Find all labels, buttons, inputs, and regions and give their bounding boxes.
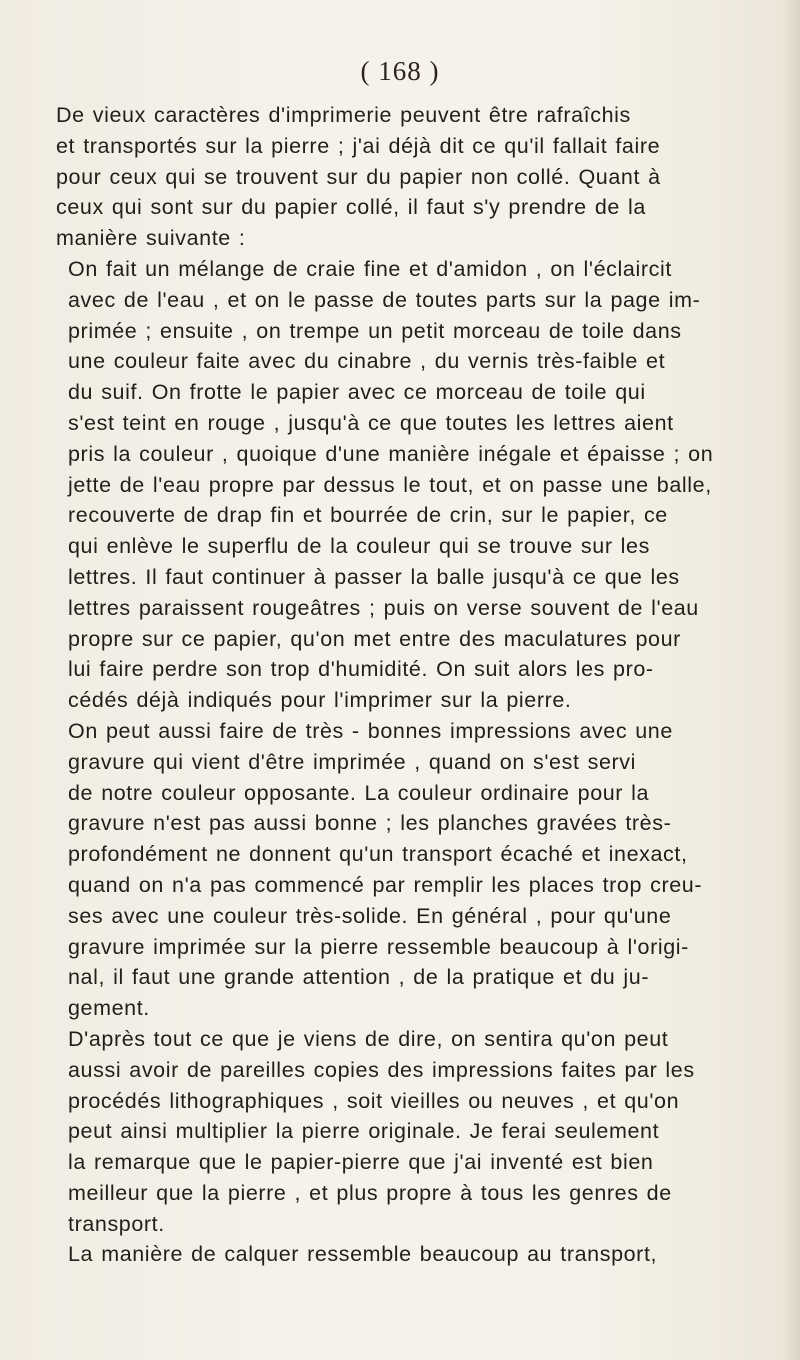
text-line: qui enlève le superflu de la couleur qui se trouve sur les	[68, 534, 650, 559]
paragraph-3	[56, 716, 768, 1024]
text-line: et transportés sur la pierre ; j'ai déjà dit ce qu'il fallait faire	[56, 133, 661, 158]
page-edge-shadow	[782, 0, 800, 1360]
text-line: jette de l'eau propre par dessus le tout, et on passe une balle,	[68, 472, 712, 497]
paragraph-1	[56, 100, 768, 254]
text-line: une couleur faite avec du cinabre , du vernis très-faible et	[68, 349, 666, 374]
text-line: profondément ne donnent qu'un transport écaché et inexact,	[68, 842, 688, 867]
text-line: gravure n'est pas aussi bonne ; les planches gravées très-	[68, 811, 672, 836]
text-line: D'après tout ce que je viens de dire, on sentira qu'on peut	[68, 1026, 669, 1051]
text-line: primée ; ensuite , on trempe un petit morceau de toile dans	[68, 318, 682, 343]
text-line: De vieux caractères d'imprimerie peuvent être rafraîchis	[56, 103, 631, 127]
text-line: cédés déjà indiqués pour l'imprimer sur la pierre.	[68, 688, 572, 713]
text-line: gravure qui vient d'être imprimée , quand on s'est servi	[68, 749, 636, 774]
text-line: La manière de calquer ressemble beaucoup au transport,	[68, 1242, 658, 1267]
text-line: propre sur ce papier, qu'on met entre des maculatures pour	[68, 626, 681, 651]
text-line: aussi avoir de pareilles copies des impressions faites par les	[68, 1057, 695, 1082]
text-line: la remarque que le papier-pierre que j'ai inventé est bien	[68, 1150, 654, 1175]
text-line: pour ceux qui se trouvent sur du papier non collé. Quant à	[56, 164, 661, 189]
text-line: du suif. On frotte le papier avec ce morceau de toile qui	[68, 380, 646, 405]
text-line: On peut aussi faire de très - bonnes impressions avec une	[68, 718, 673, 743]
text-line: peut ainsi multiplier la pierre originale. Je ferai seulement	[68, 1119, 660, 1144]
text-line: recouverte de drap fin et bourrée de crin, sur le papier, ce	[68, 503, 668, 528]
text-line: lettres paraissent rougeâtres ; puis on verse souvent de l'eau	[68, 595, 699, 620]
text-line: On fait un mélange de craie fine et d'amidon , on l'éclaircit	[68, 256, 672, 281]
text-line: ceux qui sont sur du papier collé, il faut s'y prendre de la	[56, 195, 646, 220]
paragraph-2	[56, 254, 768, 716]
text-line: gravure imprimée sur la pierre ressemble beaucoup à l'origi-	[68, 934, 689, 959]
text-line: s'est teint en rouge , jusqu'à ce que toutes les lettres aient	[68, 410, 674, 435]
paragraph-5	[56, 1239, 768, 1270]
paragraph-4	[56, 1024, 768, 1240]
body-text	[56, 100, 768, 1270]
text-line: avec de l'eau , et on le passe de toutes parts sur la page im-	[68, 287, 701, 312]
text-line: pris la couleur , quoique d'une manière inégale et épaisse ; on	[68, 441, 714, 466]
text-line: quand on n'a pas commencé par remplir les places trop creu-	[68, 872, 703, 897]
text-line: ses avec une couleur très-solide. En général , pour qu'une	[68, 903, 672, 928]
text-line: procédés lithographiques , soit vieilles ou neuves , et qu'on	[68, 1088, 680, 1113]
text-line: meilleur que la pierre , et plus propre à tous les genres de	[68, 1180, 672, 1205]
text-line: de notre couleur opposante. La couleur ordinaire pour la	[68, 780, 650, 805]
text-line: nal, il faut une grande attention , de la pratique et du ju-	[68, 965, 650, 990]
text-line: lui faire perdre son trop d'humidité. On suit alors les pro-	[68, 657, 654, 682]
text-line: transport.	[68, 1211, 165, 1236]
page-number: ( 168 )	[360, 56, 440, 86]
text-line: lettres. Il faut continuer à passer la balle jusqu'à ce que les	[68, 564, 680, 589]
text-line: gement.	[68, 996, 150, 1021]
text-line: manière suivante :	[56, 226, 246, 251]
